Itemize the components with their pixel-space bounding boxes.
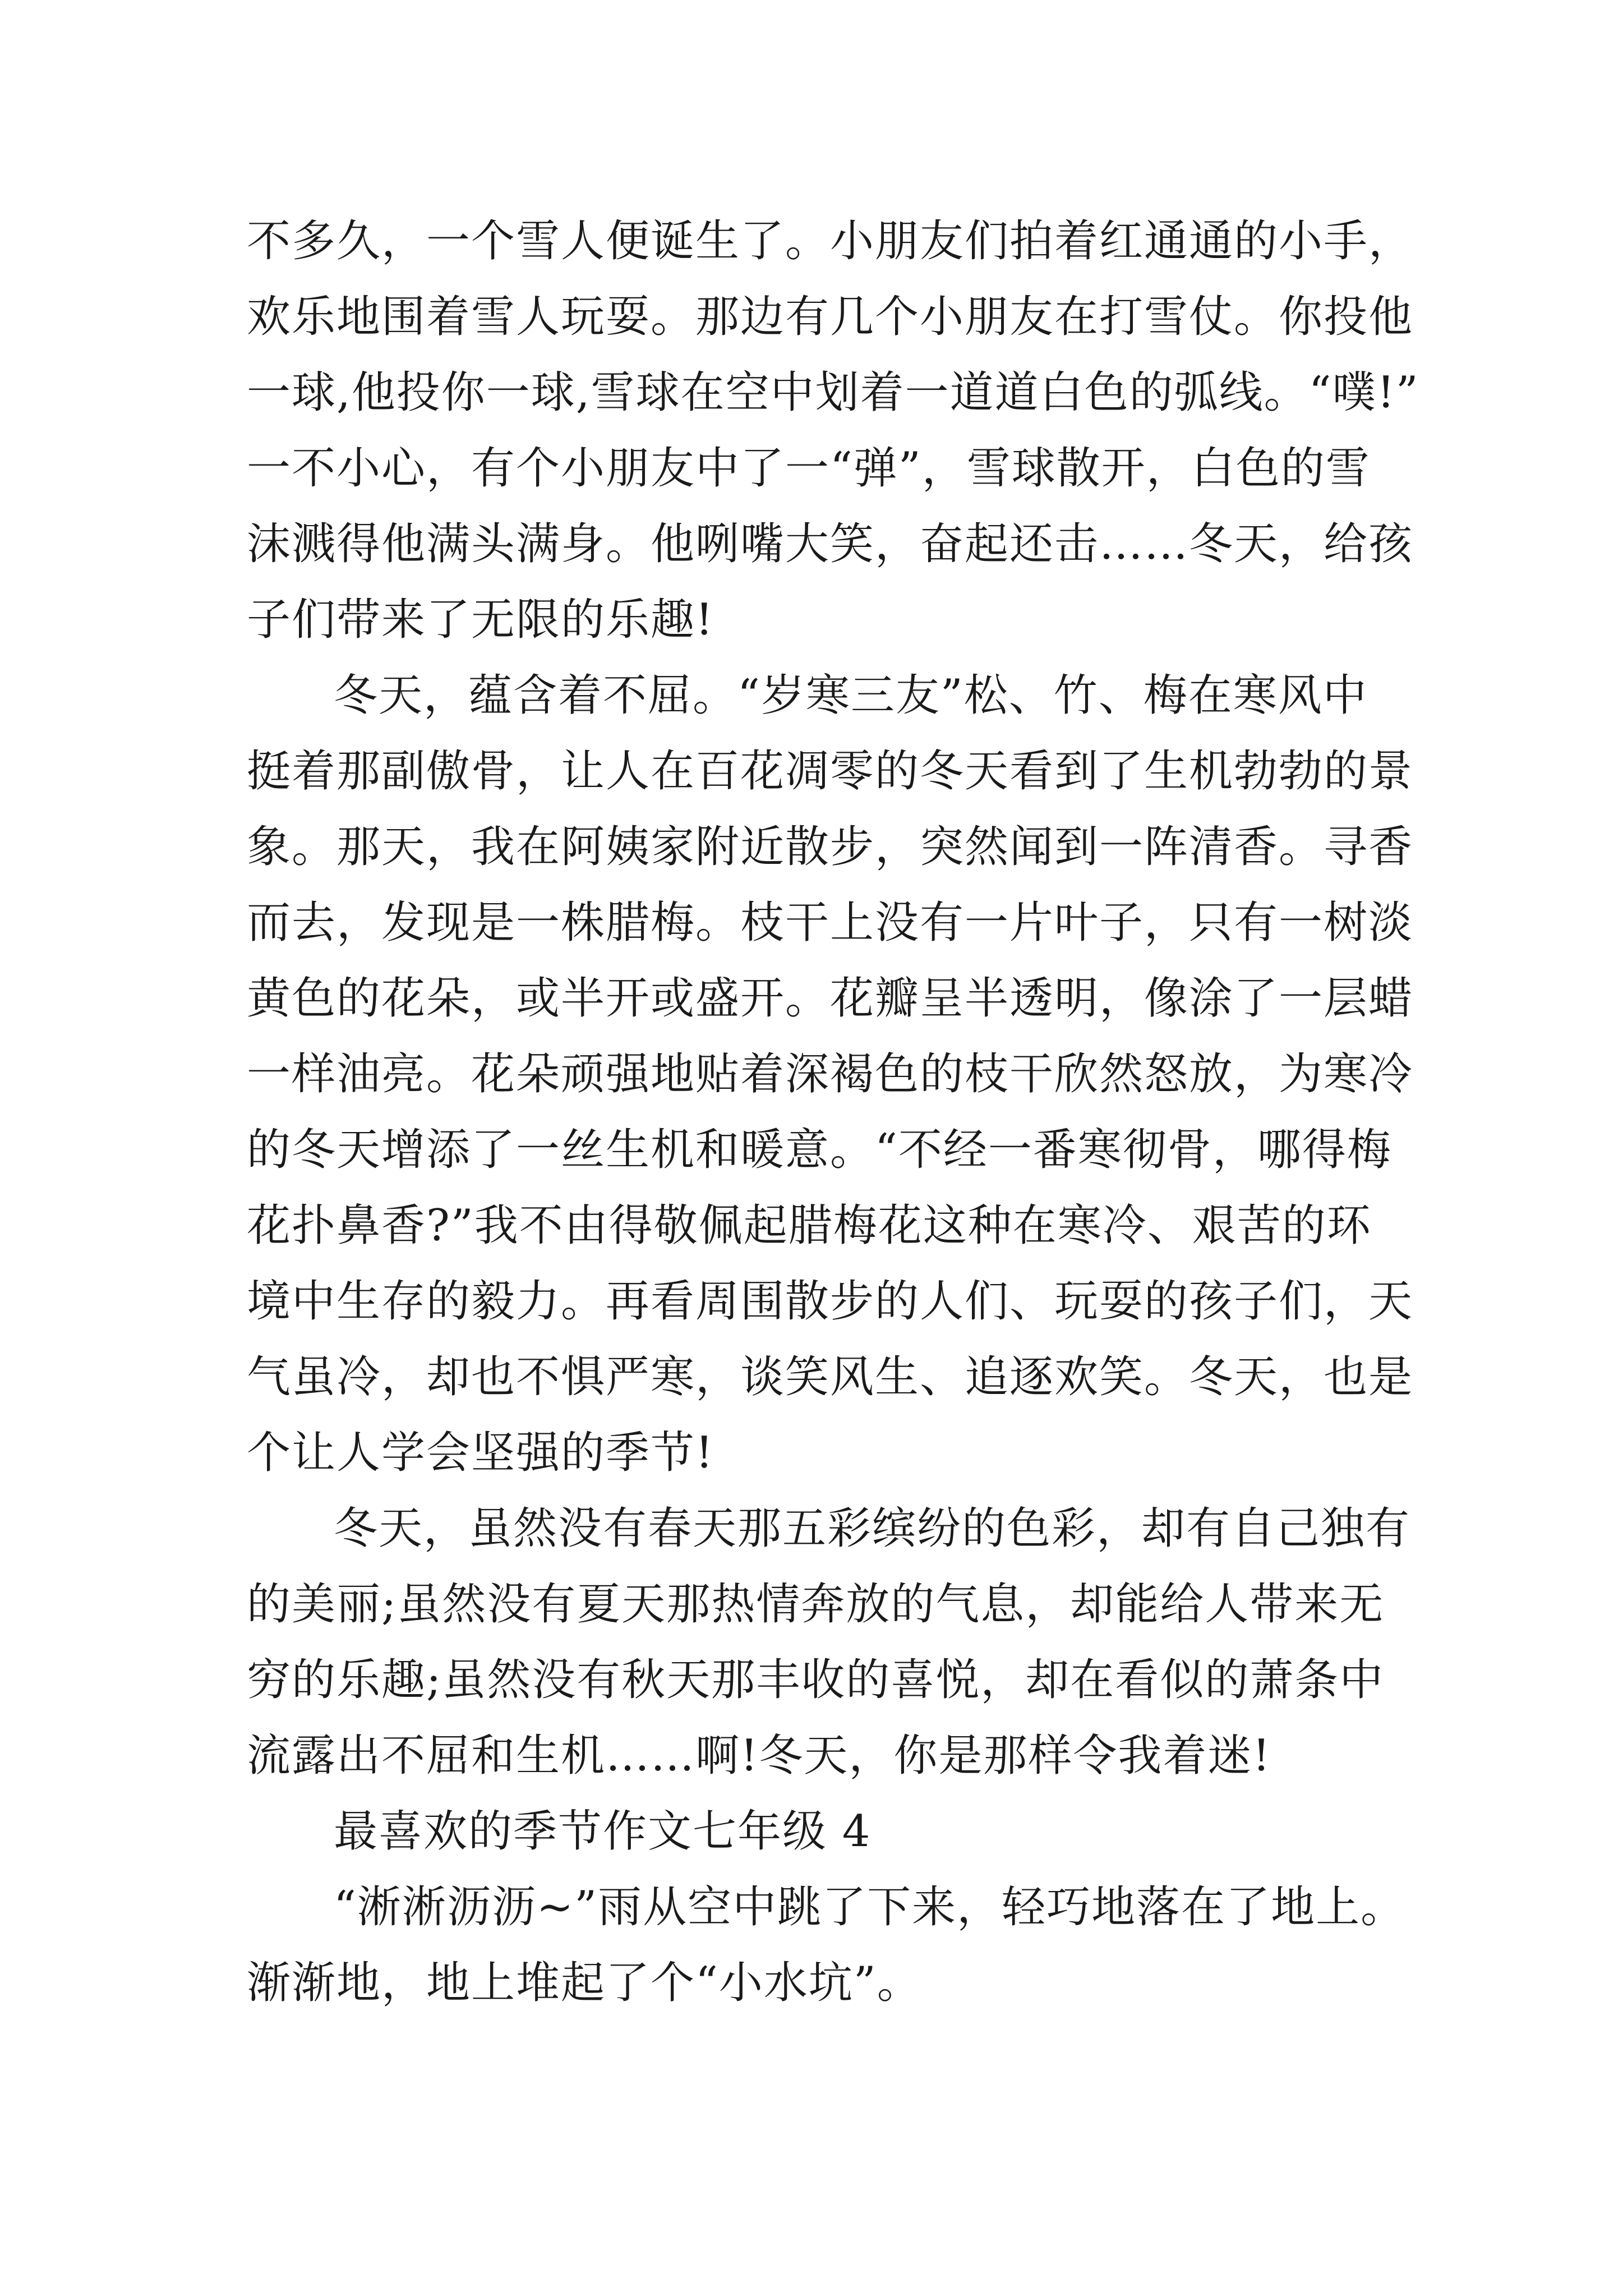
text-line: 一不小心，有个小朋友中了一“弹”，雪球散开，白色的雪 <box>247 443 1371 494</box>
text-line: 境中生存的毅力。再看周围散步的人们、玩耍的孩子们，天 <box>247 1276 1414 1327</box>
text-line: 穷的乐趣;虽然没有秋天那丰收的喜悦，却在看似的萧条中 <box>247 1655 1385 1705</box>
text-line: 沫溅得他满头满身。他咧嘴大笑，奋起还击……冬天，给孩 <box>247 519 1414 569</box>
text-line: 流露出不屈和生机……啊!冬天，你是那样令我着迷! <box>247 1731 1271 1781</box>
section-heading: 最喜欢的季节作文七年级 4 <box>334 1806 872 1857</box>
text-line: 渐渐地，地上堆起了个“小水坑”。 <box>247 1958 922 2008</box>
text-line: 欢乐地围着雪人玩耍。那边有几个小朋友在打雪仗。你投他 <box>247 292 1414 342</box>
text-line: 的美丽;虽然没有夏天那热情奔放的气息，却能给人带来无 <box>247 1579 1385 1630</box>
text-line: 子们带来了无限的乐趣! <box>247 595 714 645</box>
text-line: 而去，发现是一株腊梅。枝干上没有一片叶子，只有一树淡 <box>247 898 1414 948</box>
text-line: 一球,他投你一球,雪球在空中划着一道道白色的弧线。“噗!” <box>247 367 1419 418</box>
text-line: 一样油亮。花朵顽强地贴着深褐色的枝干欣然怒放，为寒冷 <box>247 1049 1414 1099</box>
text-line: 个让人学会坚强的季节! <box>247 1428 714 1478</box>
paragraph-first-line: 冬天，蕴含着不屈。“岁寒三友”松、竹、梅在寒风中 <box>334 670 1368 721</box>
paragraph-first-line: 冬天，虽然没有春天那五彩缤纷的色彩，却有自己独有 <box>334 1503 1411 1554</box>
text-line: 的冬天增添了一丝生机和暖意。“不经一番寒彻骨，哪得梅 <box>247 1125 1392 1175</box>
text-line: 黄色的花朵，或半开或盛开。花瓣呈半透明，像涂了一层蜡 <box>247 973 1414 1024</box>
text-line: 挺着那副傲骨，让人在百花凋零的冬天看到了生机勃勃的景 <box>247 746 1414 797</box>
text-line: 花扑鼻香?”我不由得敬佩起腊梅花这种在寒冷、艰苦的环 <box>247 1200 1372 1251</box>
paragraph-first-line: “淅淅沥沥~”雨从空中跳了下来，轻巧地落在了地上。 <box>334 1882 1406 1932</box>
text-line: 不多久，一个雪人便诞生了。小朋友们拍着红通通的小手， <box>247 216 1414 266</box>
text-line: 象。那天，我在阿姨家附近散步，突然闻到一阵清香。寻香 <box>247 822 1414 872</box>
text-line: 气虽冷，却也不惧严寒，谈笑风生、追逐欢笑。冬天，也是 <box>247 1352 1414 1402</box>
